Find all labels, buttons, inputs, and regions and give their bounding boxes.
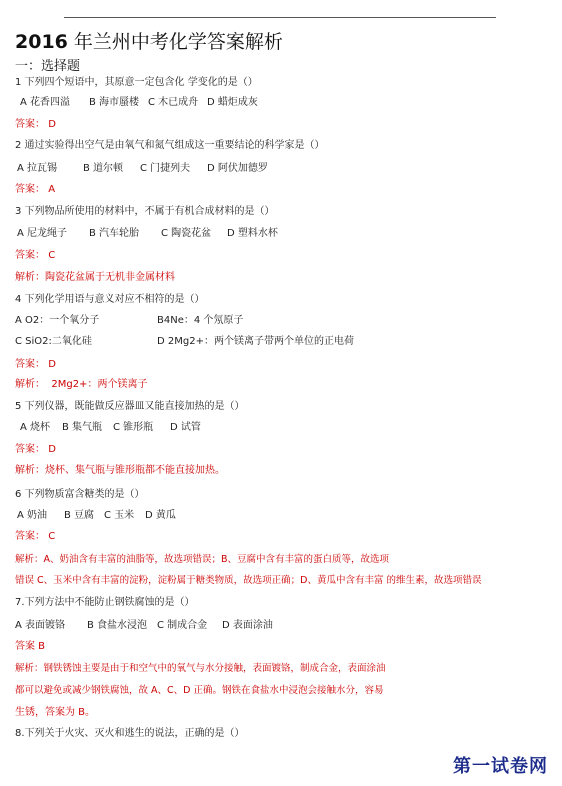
q2-stem: 2 通过实验得出空气是由氧气和氮气组成这一重要结论的科学家是（） [15, 140, 325, 151]
q1-option-b: B 海市蜃楼 [89, 97, 140, 108]
q2-answer-value: A [48, 184, 56, 195]
q6-analysis-line1: 解析：A、奶油含有丰富的油脂等，故选项错误；B、豆腐中含有丰富的蛋白质等，故选项 [15, 554, 390, 565]
header-rule [64, 17, 496, 18]
q4-answer-label: 答案： [15, 359, 45, 370]
q6-answer-label: 答案： [15, 531, 45, 542]
q3-analysis: 解析：陶瓷花盆属于无机非金属材料 [15, 272, 175, 283]
q3-answer [15, 249, 55, 262]
section-heading: 一：选择题 [15, 59, 81, 74]
q5-option-c: C 锥形瓶 [113, 422, 154, 433]
q4-option-b: B4Ne：4 个氖原子 [157, 315, 244, 326]
q2-answer-label: 答案： [15, 184, 45, 195]
q2-option-d: D 阿伏加德罗 [207, 163, 268, 174]
q8-stem: 8.下列关于火灾、灭火和逃生的说法，正确的是（） [15, 728, 245, 739]
q6-analysis-line2: 错误 C、玉米中含有丰富的淀粉，淀粉属于糖类物质，故选项正确；D、黄瓜中含有丰富 的维生素，故选项错误 [15, 575, 482, 586]
q6-stem: 6 下列物质富含糖类的是（） [15, 489, 145, 500]
q3-answer-label: 答案： [15, 250, 45, 261]
q3-answer-value: C [48, 250, 56, 261]
q3-option-b: B 汽车轮胎 [89, 228, 140, 239]
q6-option-a: A 奶油 [17, 510, 48, 521]
q1-answer-label: 答案： [15, 119, 45, 130]
q2-answer [15, 183, 55, 196]
title-year: 2016 [15, 31, 68, 53]
q5-analysis: 解析：烧杯、集气瓶与锥形瓶都不能直接加热。 [15, 465, 225, 476]
q1-answer-value: D [48, 119, 56, 130]
q4-option-d: D 2Mg2+：两个镁离子带两个单位的正电荷 [157, 336, 354, 347]
q3-option-c: C 陶瓷花盆 [161, 228, 212, 239]
q5-stem: 5 下列仪器，既能做反应器皿又能直接加热的是（） [15, 401, 245, 412]
q1-answer [15, 118, 56, 131]
q7-option-b: B 食盐水浸泡 [87, 620, 148, 631]
q5-answer-label: 答案： [15, 444, 45, 455]
q1-option-d: D 蜡炬成灰 [207, 97, 258, 108]
q1-stem: 1 下列四个短语中，其原意一定包含化 学变化的是（） [15, 77, 258, 88]
q4-answer-value: D [48, 359, 56, 370]
watermark-logo: 第一试卷网 [453, 756, 548, 777]
title-text: 年兰州中考化学答案解析 [67, 31, 283, 53]
q4-answer [15, 358, 56, 371]
q1-option-a: A 花香四溢 [20, 97, 71, 108]
q7-option-a: A 表面镀铬 [15, 620, 66, 631]
q2-option-a: A 拉瓦锡 [17, 163, 58, 174]
q7-option-d: D 表面涂油 [222, 620, 273, 631]
q7-stem: 7.下列方法中不能防止钢铁腐蚀的是（） [15, 597, 195, 608]
q6-option-c: C 玉米 [104, 510, 135, 521]
q2-option-c: C 门捷列夫 [140, 163, 191, 174]
q3-option-d: D 塑料水杯 [227, 228, 278, 239]
q4-option-c: C SiO2:二氧化硅 [15, 336, 92, 347]
q1-option-c: C 木已成舟 [148, 97, 199, 108]
q4-analysis-text: 2Mg2+：两个镁离子 [51, 379, 148, 390]
q7-option-c: C 制成合金 [157, 620, 208, 631]
q5-answer-value: D [48, 444, 56, 455]
q4-analysis-label: 解析： [15, 379, 45, 390]
q6-answer [15, 530, 55, 543]
q7-answer: 答案 B [15, 641, 46, 652]
q7-analysis-line3: 生锈，答案为 B。 [15, 707, 96, 718]
page-title [15, 27, 283, 54]
q5-option-a: A 烧杯 [20, 422, 51, 433]
q7-analysis-line1: 解析：钢铁锈蚀主要是由于和空气中的氧气与水分接触，表面镀铬，制成合金，表面涂油 [15, 663, 386, 674]
q7-analysis-line2: 都可以避免或减少钢铁腐蚀，故 A、C、D 正确。钢铁在食盐水中浸泡会接触水分，容易 [15, 685, 384, 696]
q5-option-d: D 试管 [170, 422, 201, 433]
q5-option-b: B 集气瓶 [62, 422, 103, 433]
q5-answer [15, 443, 56, 456]
q6-option-b: B 豆腐 [64, 510, 95, 521]
q4-option-a: A O2：一个氧分子 [15, 315, 100, 326]
q3-option-a: A 尼龙绳子 [17, 228, 68, 239]
q6-answer-value: C [48, 531, 56, 542]
q6-option-d: D 黄瓜 [145, 510, 176, 521]
q4-analysis [15, 378, 147, 391]
q3-stem: 3 下列物品所使用的材料中，不属于有机合成材料的是（） [15, 206, 275, 217]
q2-option-b: B 道尔顿 [83, 163, 124, 174]
q4-stem: 4 下列化学用语与意义对应不相符的是（） [15, 294, 205, 305]
